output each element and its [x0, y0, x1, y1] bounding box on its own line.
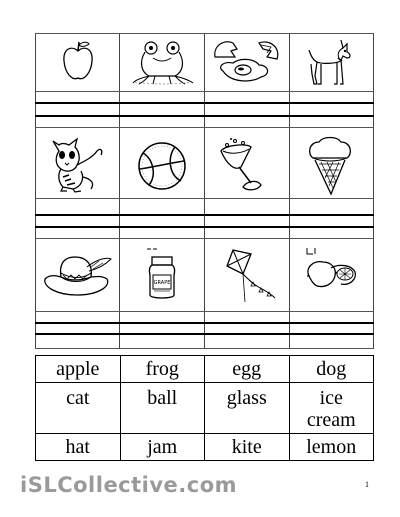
word-cell: hat [36, 433, 121, 460]
picture-grid [35, 33, 374, 349]
writing-line [35, 214, 374, 216]
word-cell: apple [36, 356, 121, 383]
cat-icon [47, 137, 107, 193]
grid-line [35, 311, 374, 312]
ball-icon [135, 139, 189, 193]
word-table [35, 355, 374, 461]
word-cell: dog [289, 356, 374, 383]
page-number: 1 [365, 480, 369, 489]
grid-line [35, 91, 374, 92]
lemon-icon [303, 246, 361, 292]
grid-line [373, 33, 374, 349]
table-row [36, 383, 374, 433]
writing-line [35, 115, 374, 117]
glass-icon [217, 137, 273, 195]
jam-icon [145, 247, 179, 303]
word-cell: kite [205, 433, 290, 460]
site-logo: iSLCollective.com [20, 473, 238, 497]
grid-line [35, 198, 374, 199]
word-cell: ice cream [289, 383, 374, 433]
grid-line [289, 33, 290, 349]
hat-icon [41, 251, 113, 299]
ice-cream-icon [305, 136, 355, 198]
dog-icon [307, 36, 357, 86]
jar-label: GRAPE [153, 280, 171, 286]
grid-line [35, 33, 374, 34]
grid-line [35, 33, 36, 349]
frog-icon [131, 38, 195, 86]
grid-line [204, 33, 205, 349]
writing-line [35, 333, 374, 335]
egg-icon [211, 37, 283, 85]
grid-line [119, 33, 120, 349]
grid-line [35, 348, 374, 349]
word-cell: glass [205, 383, 290, 433]
writing-line [35, 226, 374, 228]
word-cell: jam [120, 433, 205, 460]
table-row [36, 433, 374, 460]
kite-icon [221, 246, 283, 304]
grid-line [35, 127, 374, 128]
word-cell: frog [120, 356, 205, 383]
table-row [36, 356, 374, 383]
writing-line [35, 102, 374, 104]
grid-line [35, 238, 374, 239]
word-cell: ball [120, 383, 205, 433]
word-cell: cat [36, 383, 121, 433]
word-cell: egg [205, 356, 290, 383]
apple-icon [61, 39, 95, 83]
writing-line [35, 322, 374, 324]
word-cell: lemon [289, 433, 374, 460]
